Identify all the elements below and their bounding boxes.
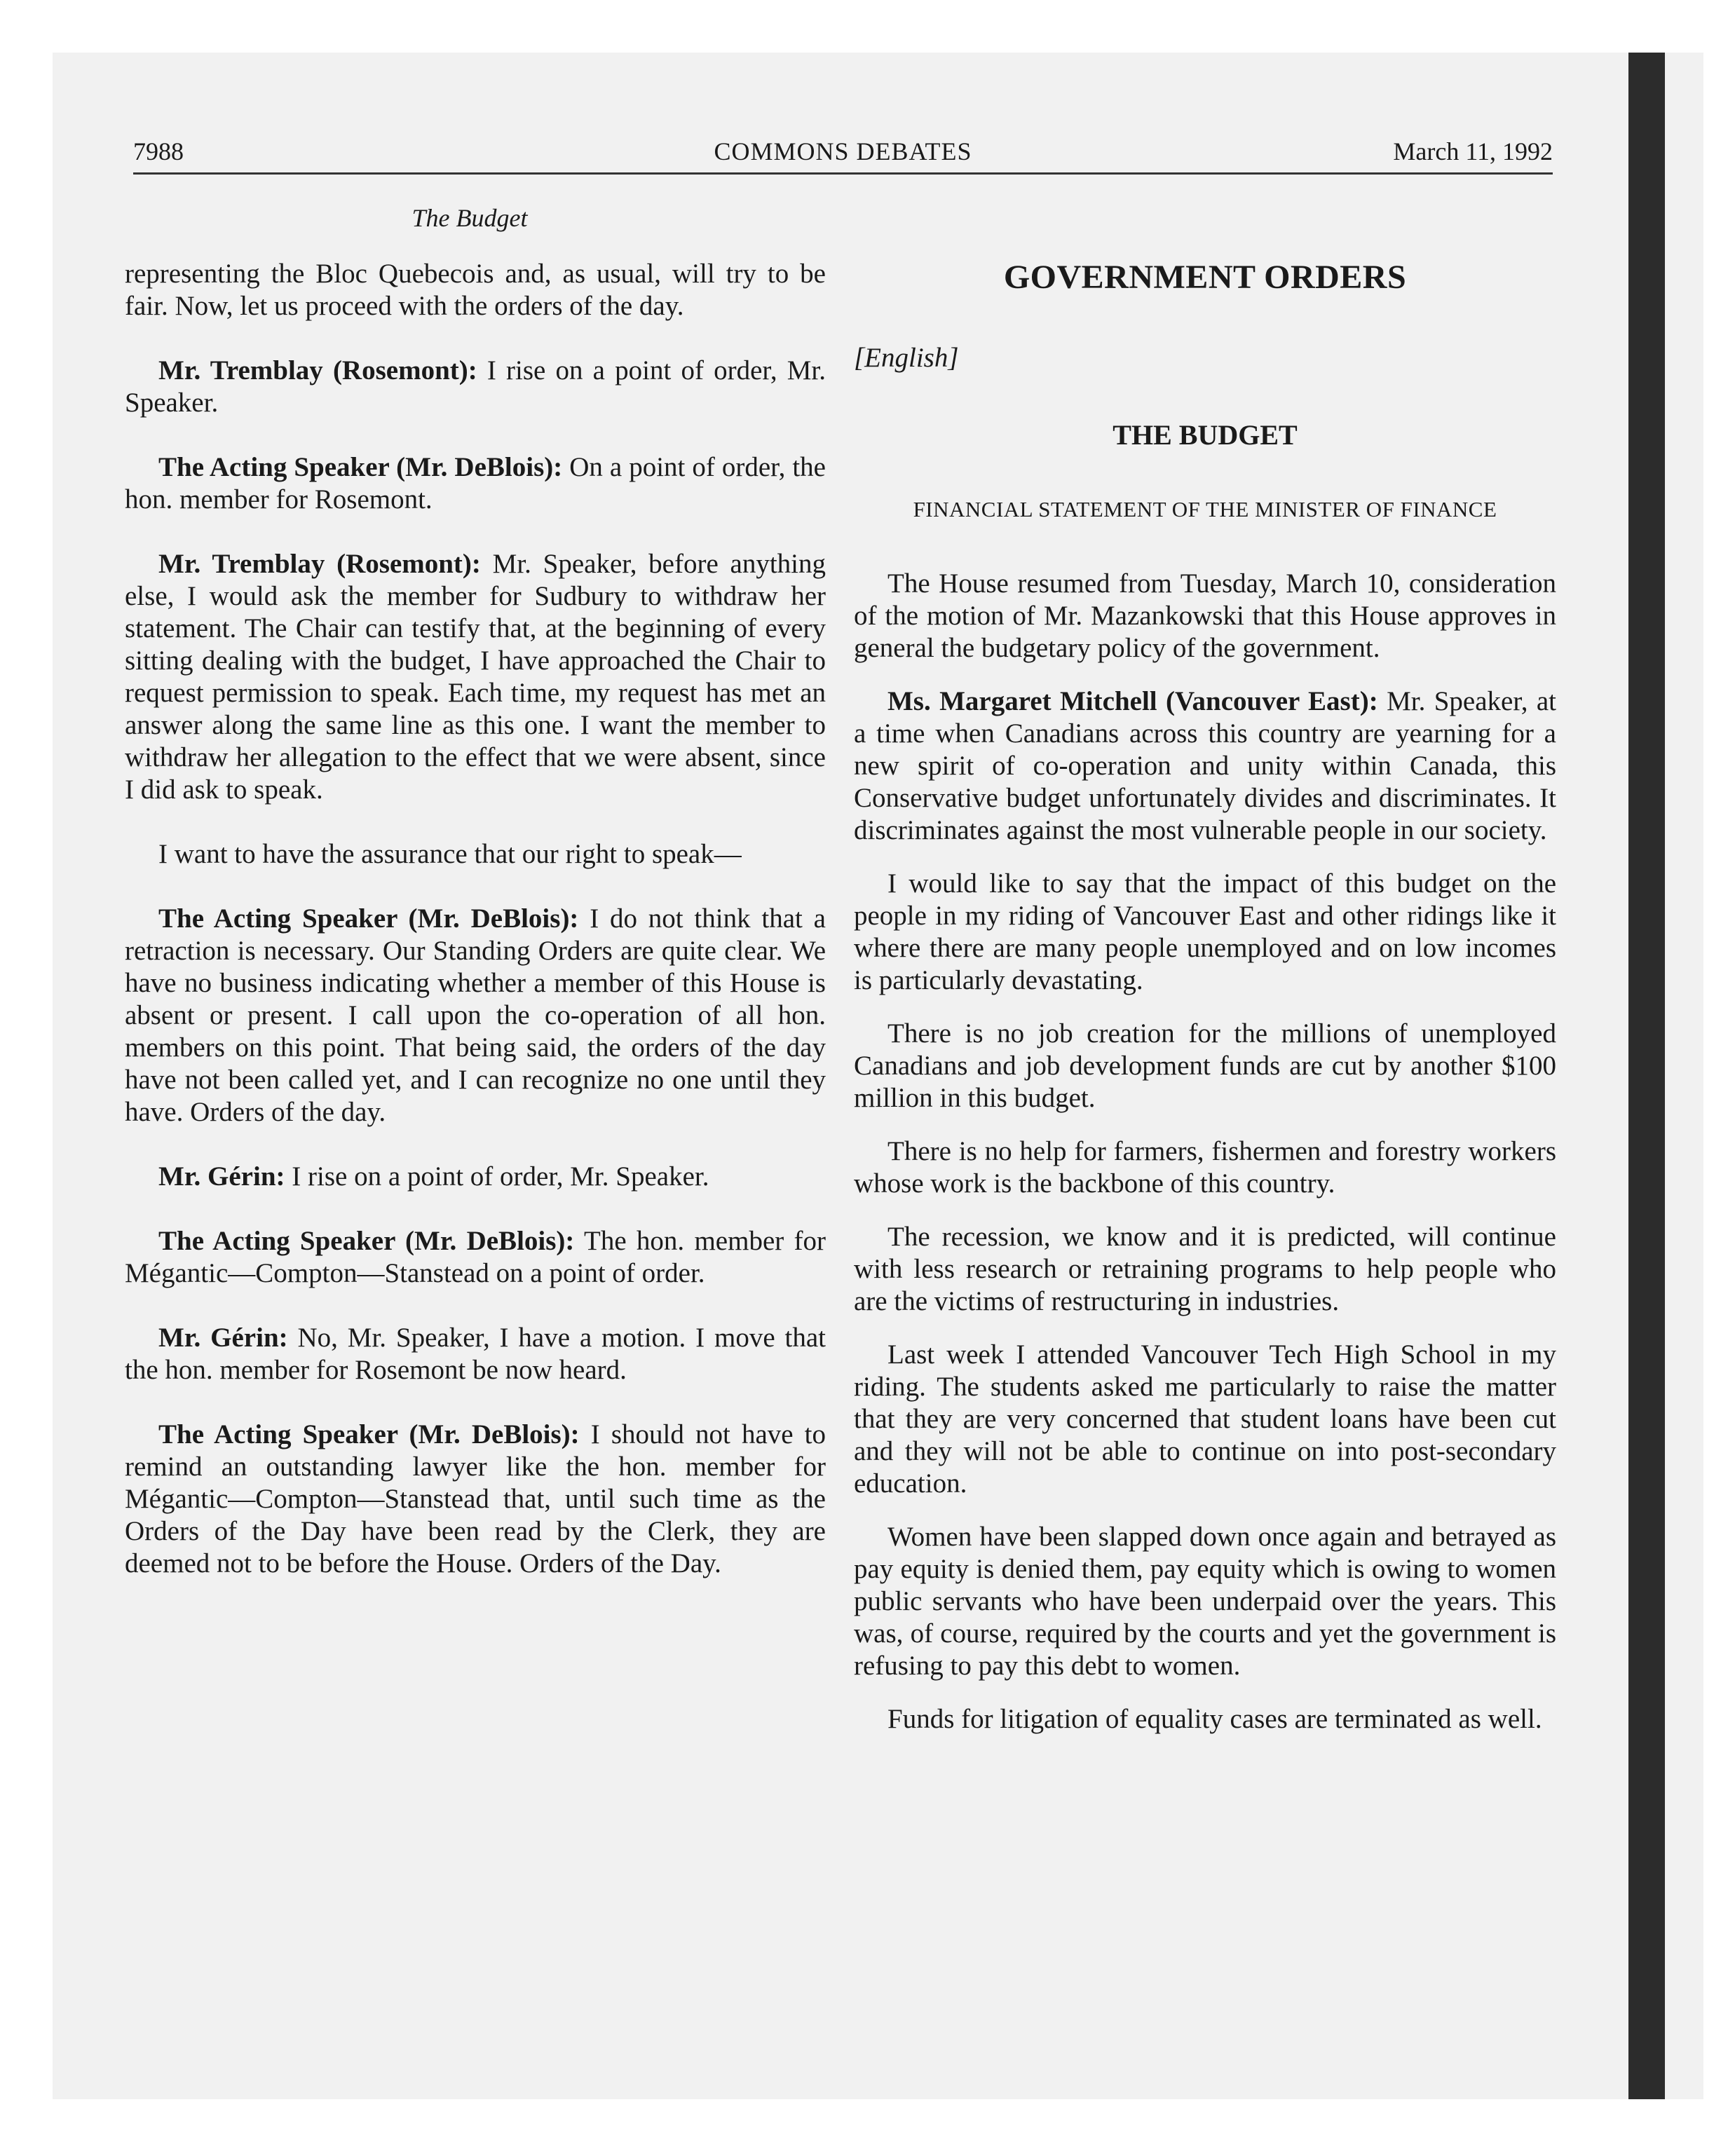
paragraph-text: On a point of order, the hon. member for Rosemont.	[125, 452, 826, 514]
speaker-name: Mr. Tremblay (Rosemont):	[158, 549, 481, 579]
paragraph	[854, 1018, 1556, 1114]
paragraph-text: I do not think that a retraction is necessary. Our Standing Orders are quite clear. We have no business indicating whether a member of this House is absent or present. I call upon the co-operation of all hon. members on this point. That being said, the orders of the day have not been called yet, and I can recognize no one until they have. Orders of the day.	[125, 903, 826, 1127]
paragraph	[125, 1322, 826, 1386]
paragraph	[854, 1135, 1556, 1200]
paragraph	[125, 451, 826, 516]
paragraph-text: Last week I attended Vancouver Tech High School in my riding. The students asked me particularly to raise the matter that they are very concerned that student loans have been cut and they will not be able to continue on into post-secondary education.	[854, 1339, 1556, 1499]
paragraph	[125, 1161, 826, 1193]
paragraph	[854, 1221, 1556, 1318]
paragraph-text: The House resumed from Tuesday, March 10, consideration of the motion of Mr. Mazankowski that this House approves in general the budgetary policy of the government.	[854, 568, 1556, 663]
speaker-name: Mr. Gérin:	[158, 1323, 288, 1353]
speaker-name: Ms. Margaret Mitchell (Vancouver East):	[887, 686, 1378, 716]
paragraph-text: I rise on a point of order, Mr. Speaker.	[125, 355, 826, 418]
paragraph	[854, 1703, 1556, 1735]
speaker-name: The Acting Speaker (Mr. DeBlois):	[158, 452, 563, 482]
paragraph-text: I want to have the assurance that our right to speak—	[158, 839, 742, 869]
caps-title: FINANCIAL STATEMENT OF THE MINISTER OF FINANCE	[913, 497, 1497, 521]
publication-date: March 11, 1992	[1393, 137, 1553, 165]
paragraph-text: Mr. Speaker, at a time when Canadians across this country are yearning for a new spirit of co-operation and unity within Canada, this Conservative budget unfortunately divides and discriminates. It discriminates against the most vulnerable people in our society.	[854, 686, 1557, 845]
left-column	[125, 258, 826, 1612]
section-title: GOVERNMENT ORDERS	[1003, 259, 1407, 296]
paragraph-text: Funds for litigation of equality cases are terminated as well.	[887, 1704, 1542, 1734]
speaker-name: The Acting Speaker (Mr. DeBlois):	[158, 1419, 580, 1449]
paragraph	[125, 258, 826, 322]
paragraph	[854, 868, 1556, 997]
language-marker: [English]	[854, 343, 959, 373]
scanner-edge-bar	[1628, 53, 1665, 2099]
publication-title: COMMONS DEBATES	[714, 137, 972, 165]
speaker-name: The Acting Speaker (Mr. DeBlois):	[158, 903, 579, 934]
page-header	[133, 133, 1553, 170]
speaker-name: Mr. Gérin:	[158, 1161, 285, 1192]
paragraph-text: representing the Bloc Quebecois and, as usual, will try to be fair. Now, let us proceed with the orders of the day.	[125, 259, 826, 321]
running-head: The Budget	[411, 204, 528, 232]
header-rule	[133, 172, 1553, 175]
paragraph	[125, 1225, 826, 1290]
sub-title: THE BUDGET	[1113, 419, 1298, 451]
right-column	[854, 258, 1556, 1756]
paragraph	[854, 1339, 1556, 1500]
speaker-name: The Acting Speaker (Mr. DeBlois):	[158, 1226, 575, 1256]
paragraph	[854, 568, 1556, 664]
paragraph	[125, 1419, 826, 1580]
speaker-name: Mr. Tremblay (Rosemont):	[158, 355, 477, 386]
paragraph-text: The recession, we know and it is predicted, will continue with less research or retraining programs to help people who are the victims of restructuring in industries.	[854, 1222, 1556, 1316]
paragraph-text: There is no job creation for the millions of unemployed Canadians and job development funds are cut by another $100 million in this budget.	[854, 1018, 1556, 1113]
paragraph-text: The hon. member for Mégantic—Compton—Stanstead on a point of order.	[125, 1226, 826, 1288]
paragraph	[125, 548, 826, 806]
paragraph-text: I rise on a point of order, Mr. Speaker.	[292, 1161, 709, 1192]
paragraph-text: Mr. Speaker, before anything else, I would ask the member for Sudbury to withdraw her statement. The Chair can testify that, at the beginning of every sitting dealing with the budget, I have approached the Chair to request permission to speak. Each time, my request has met an answer along the same line as this one. I want the member to withdraw her allegation to the effect that we were absent, since I did ask to speak.	[125, 549, 826, 805]
page-number: 7988	[133, 137, 184, 165]
paragraph-text: There is no help for farmers, fishermen and forestry workers whose work is the backbone of this country.	[854, 1136, 1556, 1199]
paragraph-text: Women have been slapped down once again and betrayed as pay equity is denied them, pay equity which is owing to women public servants who have been underpaid over the years. This was, of course, required by the courts and yet the government is refusing to pay this debt to women.	[854, 1522, 1556, 1681]
paragraph	[854, 1521, 1556, 1682]
paragraph	[854, 685, 1556, 847]
paragraph-text: I should not have to remind an outstanding lawyer like the hon. member for Mégantic—Compton—Stanstead that, until such time as the Orders of the Day have been read by the Clerk, they are deemed not to be before the House. Orders of the Day.	[125, 1419, 826, 1578]
paragraph	[125, 903, 826, 1128]
paragraph	[125, 838, 826, 871]
paragraph-text: No, Mr. Speaker, I have a motion. I move that the hon. member for Rosemont be now heard.	[125, 1323, 826, 1385]
paragraph	[125, 355, 826, 419]
paragraph-text: I would like to say that the impact of this budget on the people in my riding of Vancouver East and other ridings like it where there are many people unemployed and on low incomes is particularly devastating.	[854, 868, 1556, 995]
